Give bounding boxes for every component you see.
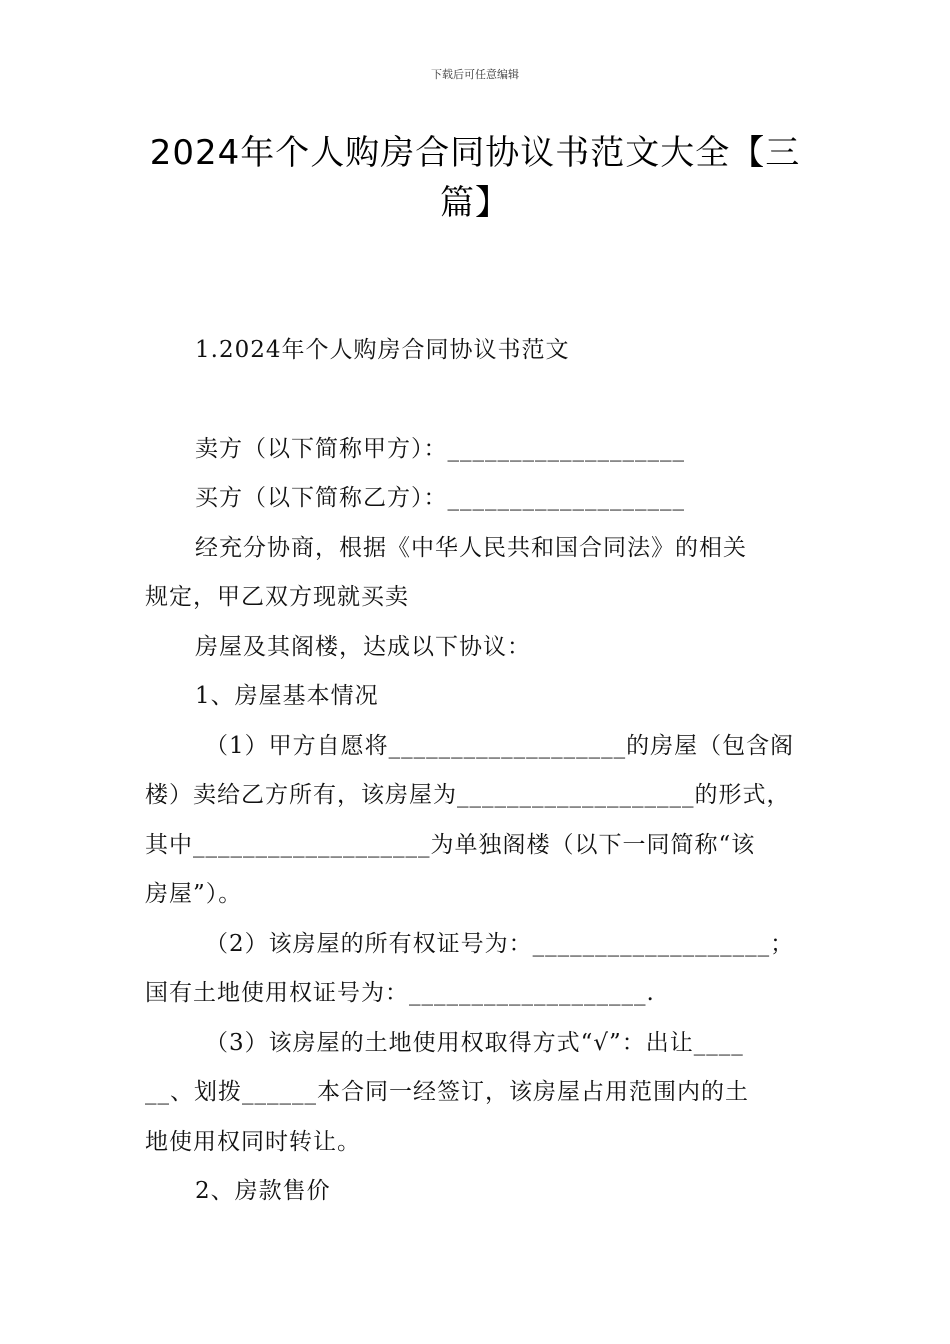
paragraph-line: 其中___________________为单独阁楼（以下一同简称“该 — [145, 832, 756, 858]
paragraph-line: 国有土地使用权证号为：___________________. — [145, 980, 655, 1006]
paragraph-line: __、划拨______本合同一经签订，该房屋占用范围内的土 — [145, 1079, 749, 1105]
buyer-line: 买方（以下简称乙方）：___________________ — [195, 485, 685, 511]
section-heading: 1.2024年个人购房合同协议书范文 — [195, 337, 570, 363]
title-line-1: 2024年个人购房合同协议书范文大全【三 — [149, 133, 801, 173]
paragraph-line: 经充分协商，根据《中华人民共和国合同法》的相关 — [195, 535, 747, 561]
paragraph-line: （1）甲方自愿将___________________的房屋（包含阁 — [205, 733, 795, 759]
header-note: 下载后可任意编辑 — [431, 68, 519, 81]
document-title — [130, 128, 820, 228]
title-line-2: 篇】 — [440, 183, 510, 223]
paragraph-line: 地使用权同时转让。 — [145, 1129, 361, 1155]
item-heading: 2、房款售价 — [195, 1178, 331, 1204]
paragraph-line: 房屋”）。 — [145, 881, 243, 907]
paragraph-line: 房屋及其阁楼，达成以下协议： — [195, 634, 531, 660]
paragraph-line: 规定，甲乙双方现就买卖 — [145, 584, 409, 610]
paragraph-line: （3）该房屋的土地使用权取得方式“√”：出让____ — [205, 1030, 744, 1056]
seller-line: 卖方（以下简称甲方）：___________________ — [195, 436, 685, 462]
paragraph-line: 楼）卖给乙方所有，该房屋为___________________的形式， — [145, 782, 791, 808]
paragraph-line: （2）该房屋的所有权证号为：___________________； — [205, 931, 795, 957]
item-heading: 1、房屋基本情况 — [195, 683, 379, 709]
